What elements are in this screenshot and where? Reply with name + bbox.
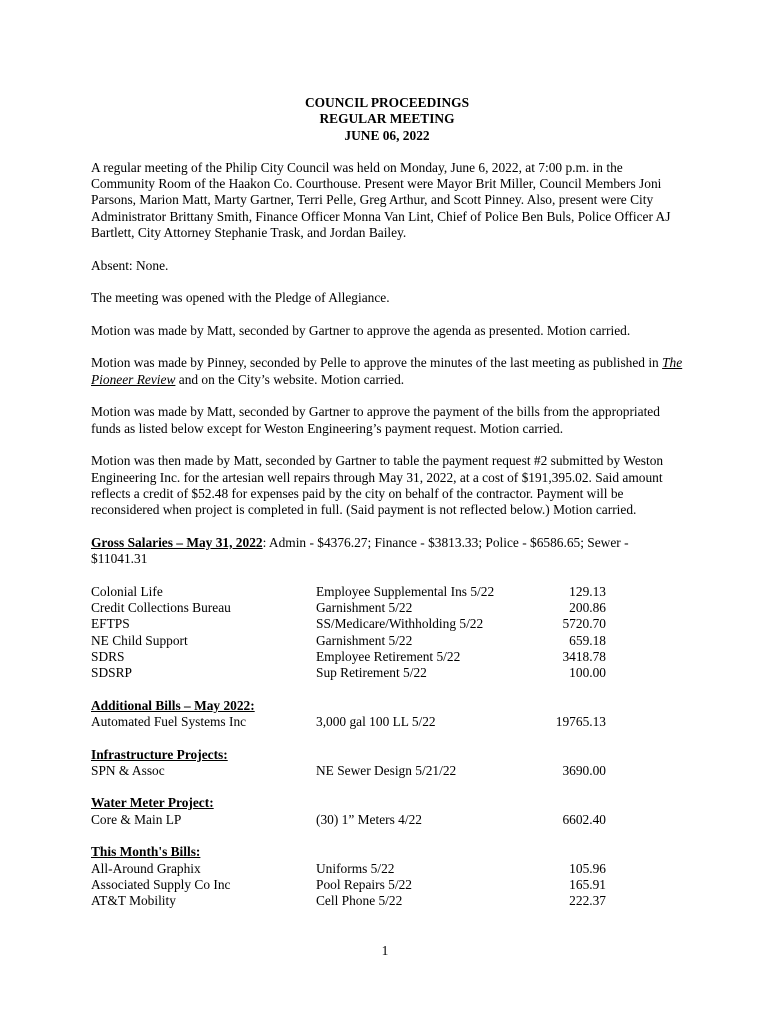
title-line-1: COUNCIL PROCEEDINGS <box>304 95 470 110</box>
bill-description: Employee Retirement 5/22 <box>316 648 461 664</box>
vendor-name: AT&T Mobility <box>91 893 176 909</box>
gross-salaries-label: Gross Salaries – May 31, 2022 <box>91 534 263 550</box>
document-page <box>91 95 683 926</box>
vendor-name: NE Child Support <box>91 632 188 648</box>
bill-description: Sup Retirement 5/22 <box>316 665 427 681</box>
bill-row <box>91 763 683 779</box>
bill-amount: 165.91 <box>569 876 606 892</box>
minutes-motion <box>91 355 683 388</box>
bill-description: SS/Medicare/Withholding 5/22 <box>316 616 484 632</box>
bill-row <box>91 633 683 649</box>
vendor-name: Automated Fuel Systems Inc <box>91 713 247 729</box>
bill-amount: 659.18 <box>569 632 606 648</box>
bill-row <box>91 877 683 893</box>
table-motion: Motion was then made by Matt, seconded by Gartner to table the payment request #2 submitted by Weston Engineering Inc. for the artesian well repairs through May 31, 2022, at a cost of $191,395.02. Said amount reflects a credit of $52.48 for expenses paid by the city on behalf of the contractor. Payment will be reconsidered when project is completed in full. (Said payment is not reflected below.) Motion carried. <box>91 453 664 518</box>
vendor-name: SDRS <box>91 648 125 664</box>
vendor-name: Colonial Life <box>91 583 163 599</box>
minutes-text-pre: Motion was made by Pinney, seconded by Pelle to approve the minutes of the last meeting as published in <box>91 355 663 371</box>
bill-amount: 129.13 <box>569 583 606 599</box>
bill-description: Uniforms 5/22 <box>316 860 395 876</box>
section-heading: Additional Bills – May 2022: <box>91 697 255 713</box>
bill-description: (30) 1” Meters 4/22 <box>316 811 422 827</box>
section-heading: Water Meter Project: <box>91 795 214 811</box>
bill-description: Garnishment 5/22 <box>316 632 413 648</box>
vendor-name: Credit Collections Bureau <box>91 599 231 615</box>
bill-description: Garnishment 5/22 <box>316 599 413 615</box>
vendor-name: SPN & Assoc <box>91 762 165 778</box>
intro-paragraph: A regular meeting of the Philip City Council was held on Monday, June 6, 2022, at 7:00 p.m. in the Community Room of the Haakon Co. Courthouse. Present were Mayor Brit Miller, Council Members Joni Parsons, Marion Matt, Marty Gartner, Terri Pelle, Greg Arthur, and Scott Pinney. Also, present were City Administrator Brittany Smith, Finance Officer Monna Van Lint, Chief of Police Ben Buls, Police Officer AJ Bartlett, City Attorney Stephanie Trask, and Jordan Bailey. <box>91 159 671 241</box>
bill-description: Cell Phone 5/22 <box>316 893 403 909</box>
vendor-name: Associated Supply Co Inc <box>91 876 231 892</box>
bill-description: NE Sewer Design 5/21/22 <box>316 762 457 778</box>
bill-row <box>91 649 683 665</box>
bill-amount: 5720.70 <box>562 616 606 632</box>
bill-row <box>91 861 683 877</box>
bill-amount: 6602.40 <box>562 811 606 827</box>
bill-amount: 3690.00 <box>562 762 606 778</box>
bill-section <box>91 795 683 828</box>
title-line-3: JUNE 06, 2022 <box>344 127 430 143</box>
pledge-paragraph: The meeting was opened with the Pledge of Allegiance. <box>91 290 390 306</box>
bill-row <box>91 714 683 730</box>
bill-section <box>91 844 683 909</box>
vendor-name: All-Around Graphix <box>91 860 201 876</box>
gross-salaries <box>91 535 683 568</box>
bill-amount: 3418.78 <box>562 648 606 664</box>
agenda-motion: Motion was made by Matt, seconded by Gartner to approve the agenda as presented. Motion carried. <box>91 322 631 338</box>
bill-amount: 100.00 <box>569 665 606 681</box>
bill-amount: 19765.13 <box>555 713 606 729</box>
bill-row <box>91 600 683 616</box>
bill-amount: 222.37 <box>569 893 606 909</box>
vendor-name: EFTPS <box>91 616 130 632</box>
bill-sections <box>91 698 683 910</box>
section-heading: This Month's Bills: <box>91 844 201 860</box>
bill-row <box>91 584 683 600</box>
title-line-2: REGULAR MEETING <box>319 111 455 127</box>
bill-row <box>91 812 683 828</box>
bills-motion: Motion was made by Matt, seconded by Gartner to approve the payment of the bills from the appropriated funds as listed below except for Weston Engineering’s payment request. Motion carried. <box>91 404 660 436</box>
bill-amount: 200.86 <box>569 599 606 615</box>
publication-name: The Pioneer Review <box>91 355 683 387</box>
bill-row <box>91 893 683 909</box>
minutes-text-post: and on the City’s website. Motion carried. <box>175 371 405 387</box>
absent-paragraph: Absent: None. <box>91 257 169 273</box>
section-heading: Infrastructure Projects: <box>91 746 228 762</box>
vendor-name: Core & Main LP <box>91 811 182 827</box>
bill-description: 3,000 gal 100 LL 5/22 <box>316 713 436 729</box>
gross-salaries-text: : Admin - $4376.27; Finance - $3813.33; Police - $6586.65; Sewer - $11041.31 <box>91 534 629 567</box>
bill-amount: 105.96 <box>569 860 606 876</box>
page-number: 1 <box>381 943 389 958</box>
title-block <box>91 95 683 144</box>
bill-description: Pool Repairs 5/22 <box>316 876 412 892</box>
payroll-list <box>91 584 683 682</box>
bill-row <box>91 665 683 681</box>
bill-description: Employee Supplemental Ins 5/22 <box>316 583 495 599</box>
vendor-name: SDSRP <box>91 665 132 681</box>
bill-section <box>91 698 683 731</box>
bill-row <box>91 616 683 632</box>
bill-section <box>91 747 683 780</box>
